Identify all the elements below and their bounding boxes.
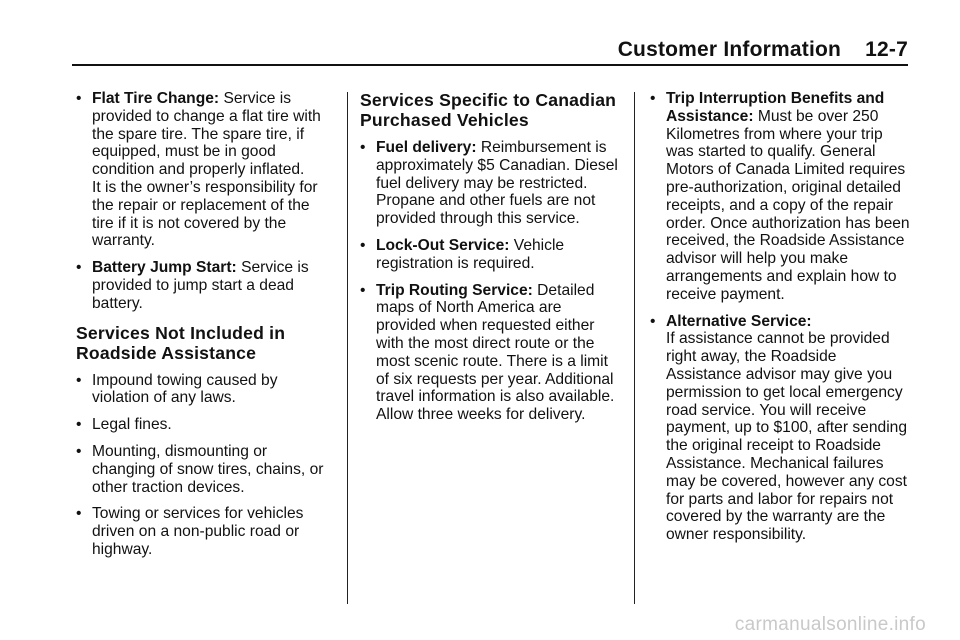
bullet-icon: • [76, 505, 82, 523]
bullet-icon: • [76, 371, 82, 389]
item-term: Trip Interruption Benefits and Assistance: [666, 90, 885, 125]
bullet-icon: • [360, 236, 366, 254]
list-item [76, 372, 332, 408]
roadside-services-list [76, 90, 332, 313]
not-included-list [76, 372, 332, 559]
list-item [76, 416, 332, 434]
item-text: Towing or services for vehicles driven on a non-public road or highway. [92, 505, 304, 558]
column-left [76, 90, 332, 568]
list-item [76, 505, 332, 558]
watermark: carmanualsonline.info [734, 614, 926, 635]
item-text-extra: It is the owner’s responsibility for the repair or replacement of the tire if it is not covered by the warranty. [92, 178, 318, 250]
item-text: Vehicle registration is required. [376, 236, 565, 272]
item-term: Alternative Service: [666, 312, 812, 330]
item-term: Fuel delivery: [376, 139, 477, 156]
header-rule [72, 64, 908, 66]
bullet-icon: • [360, 281, 366, 299]
page-header [0, 0, 960, 66]
item-text: Legal fines. [92, 416, 172, 434]
item-term: Trip Routing Service: [376, 281, 533, 299]
item-text: Mounting, dismounting or changing of snow tires, chains, or other traction devices. [92, 442, 324, 496]
item-text: If assistance cannot be provided right away, the Roadside Assistance advisor may give you permission to get local emergency road service. You will receive payment, up to $100, after sending the original receipt to Roadside Assistance. Mechanical failures may be covered, however any cost for parts and labor for repairs not covered by the warranty are the owner responsibility. [666, 330, 908, 544]
list-item-trip-interruption [650, 90, 912, 304]
list-item [76, 443, 332, 496]
canadian-services-list-continued [650, 90, 912, 544]
item-text: Impound towing caused by violation of any laws. [92, 371, 278, 407]
section-heading-not-included: Services Not Included in Roadside Assistance [76, 322, 286, 363]
item-text: Service is provided to jump start a dead battery. [92, 259, 309, 312]
list-item-flat-tire [76, 90, 332, 250]
item-text: Detailed maps of North America are provided when requested either with the most direct route or the most scenic route. There is a limit of six requests per year. Additional travel information is also available. Allow three weeks for delivery. [376, 281, 615, 424]
bullet-icon: • [76, 442, 82, 460]
bullet-icon: • [76, 259, 82, 277]
item-term: Lock-Out Service: [376, 236, 510, 254]
canadian-services-list [360, 139, 622, 424]
list-item-fuel-delivery [360, 139, 622, 228]
bullet-icon: • [76, 416, 82, 434]
column-right [650, 90, 912, 553]
bullet-icon: • [360, 139, 366, 156]
item-term: Flat Tire Change: [92, 90, 220, 107]
item-term: Battery Jump Start: [92, 259, 237, 277]
bullet-icon: • [76, 90, 82, 107]
item-text: Must be over 250 Kilometres from where your trip was started to qualify. General Motors of Canada Limited requires pre-authorization, original detailed receipts, and a copy of the repair order. Once authorization has been received, the Roadside Assistance advisor will help you make arrangements and explain how to receive payment. [666, 107, 910, 303]
list-item-battery-jump [76, 259, 332, 312]
column-middle [360, 90, 622, 433]
item-text: Reimbursement is approximately $5 Canadian. Diesel fuel delivery may be restricted. Propane and other fuels are not provided through this service. [376, 139, 618, 228]
bullet-icon: • [650, 312, 656, 330]
item-text: Service is provided to change a flat tire with the spare tire. The spare tire, if equipped, must be in good condition and properly inflated. [92, 90, 321, 179]
bullet-icon: • [650, 90, 656, 107]
list-item-trip-routing [360, 282, 622, 424]
column-divider [347, 92, 348, 604]
page-title: Customer Information 12-7 [617, 38, 908, 61]
section-heading-canadian: Services Specific to Canadian Purchased Vehicles [360, 90, 617, 130]
list-item-lock-out [360, 237, 622, 273]
column-divider [634, 92, 635, 604]
list-item-alternative-service [650, 313, 912, 544]
